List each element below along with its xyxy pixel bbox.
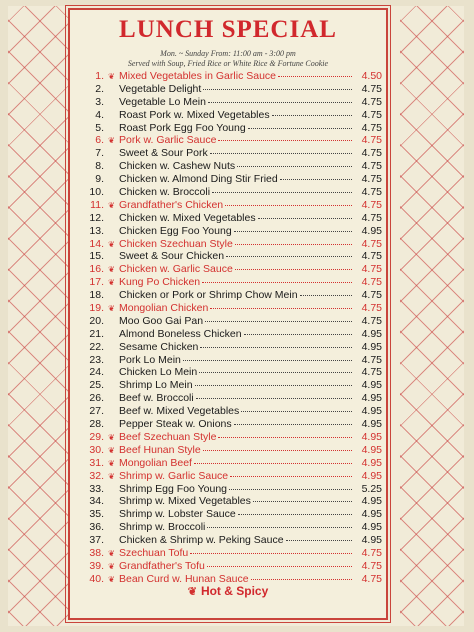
menu-item-price: 4.75 [361,353,382,366]
menu-item-number: 5. [95,121,104,134]
menu-item-number: 25. [89,379,104,392]
menu-item-number: 39. [89,559,104,572]
menu-item [82,315,382,328]
menu-item [82,366,382,379]
menu-item-price: 4.95 [361,327,382,340]
menu-item-price: 4.75 [361,276,382,289]
menu-item-price: 4.95 [361,443,382,456]
dot-leader [183,360,352,361]
menu-item-name: Pork Lo Mein [119,353,181,366]
dot-leader [234,424,352,425]
chili-pepper-icon: ❦ [108,136,115,146]
menu-item-number: 34. [89,495,104,508]
menu-item [82,263,382,276]
menu-item-name: Roast Pork Egg Foo Young [119,121,246,134]
menu-item [82,457,382,470]
menu-item-name: Moo Goo Gai Pan [119,314,204,327]
menu-item-number: 26. [89,392,104,405]
menu-item-number: 6. [95,134,104,147]
menu-item-price: 5.25 [361,482,382,495]
menu-item-price: 4.95 [361,456,382,469]
menu-item-price: 4.95 [361,495,382,508]
menu-item [82,328,382,341]
menu-item-price: 4.75 [361,134,382,147]
menu-item-number: 31. [89,456,104,469]
menu-panel [68,8,388,620]
menu-item-number: 33. [89,482,104,495]
dot-leader [203,89,352,90]
menu-item [82,225,382,238]
left-lattice-border [8,6,72,626]
menu-item-number: 1. [95,70,104,82]
menu-item-name: Grandfather's Chicken [119,198,224,211]
menu-item [82,122,382,135]
dot-leader [194,463,352,464]
menu-item-name: Chicken w. Mixed Vegetables [119,211,256,224]
menu-item-number: 3. [95,95,104,108]
dot-leader [237,166,352,167]
menu-item-price: 4.75 [361,147,382,160]
menu-item [82,405,382,418]
menu-item-name: Shrimp w. Broccoli [119,521,206,534]
menu-item [82,147,382,160]
menu-item [82,160,382,173]
dot-leader [218,437,352,438]
menu-item-name: Beef Szechuan Style [119,430,217,443]
menu-item-price: 4.95 [361,405,382,418]
dot-leader [235,244,352,245]
dot-leader [195,385,352,386]
menu-item-number: 30. [89,443,104,456]
menu-item-number: 38. [89,546,104,559]
menu-item-name: Mongolian Chicken [119,302,209,315]
menu-item-name: Beef w. Broccoli [119,392,194,405]
menu-item [82,186,382,199]
menu-item-number: 12. [89,211,104,224]
chili-pepper-icon: ❦ [108,239,115,249]
dot-leader [280,179,352,180]
chili-pepper-icon: ❦ [108,471,115,481]
chili-pepper-icon: ❦ [108,561,115,571]
menu-item-number: 29. [89,430,104,443]
menu-item-name: Bean Curd w. Hunan Sauce [119,572,249,585]
menu-item [82,495,382,508]
menu-served-with: Served with Soup, Fried Rice or White Rice & Fortune Cookie [127,59,329,68]
menu-item [82,534,382,547]
menu-item-name: Vegetable Delight [119,82,202,95]
dot-leader [278,76,352,77]
menu-item-price: 4.75 [361,82,382,95]
dot-leader [190,553,352,554]
menu-item-name: Grandfather's Tofu [119,559,205,572]
menu-item-name: Chicken Egg Foo Young [119,224,232,237]
chili-pepper-icon: ❦ [108,200,115,210]
menu-item-list [82,70,382,586]
menu-item [82,483,382,496]
dot-leader [199,372,352,373]
menu-item-number: 35. [89,508,104,521]
menu-item [82,173,382,186]
menu-item-name: Sweet & Sour Chicken [119,250,225,263]
dot-leader [248,128,352,129]
menu-item [82,109,382,122]
chili-pepper-icon: ❦ [108,432,115,442]
chili-pepper-icon: ❦ [108,278,115,288]
right-lattice-border [400,6,464,626]
menu-item-price: 4.75 [361,546,382,559]
dot-leader [196,398,352,399]
menu-item [82,134,382,147]
dot-leader [258,218,352,219]
menu-item-price: 4.95 [361,392,382,405]
menu-item-number: 16. [89,263,104,276]
dot-leader [210,308,352,309]
menu-item-number: 19. [89,302,104,315]
menu-item-price: 4.95 [361,418,382,431]
menu-item-number: 36. [89,521,104,534]
menu-item-price: 4.95 [361,430,382,443]
dot-leader [207,566,352,567]
menu-item-name: Shrimp Egg Foo Young [119,482,227,495]
menu-item [82,212,382,225]
menu-item-price: 4.75 [361,95,382,108]
menu-title: LUNCH SPECIAL [119,16,337,43]
menu-item-number: 11. [90,198,104,211]
dot-leader [207,527,352,528]
menu-item-price: 4.75 [361,250,382,263]
menu-item-number: 21. [89,327,104,340]
menu-item-name: Chicken or Pork or Shrimp Chow Mein [119,289,298,302]
menu-item-name: Shrimp w. Mixed Vegetables [119,495,251,508]
dot-leader [226,256,352,257]
dot-leader [200,347,352,348]
menu-item-number: 28. [89,418,104,431]
menu-item-price: 4.95 [361,340,382,353]
menu-item-name: Szechuan Tofu [119,546,189,559]
menu-item-price: 4.75 [361,121,382,134]
menu-item-price: 4.75 [361,108,382,121]
menu-item-name: Pork w. Garlic Sauce [119,134,217,147]
menu-item-price: 4.75 [361,263,382,276]
dot-leader [210,153,352,154]
menu-item-price: 4.75 [361,302,382,315]
menu-item-number: 13. [89,224,104,237]
menu-item-price: 4.75 [361,186,382,199]
menu-item-number: 2. [95,82,104,95]
dot-leader [234,231,352,232]
chili-pepper-icon: ❦ [187,586,197,598]
menu-item-price: 4.75 [361,173,382,186]
dot-leader [202,282,352,283]
menu-item-number: 23. [89,353,104,366]
menu-item-price: 4.95 [361,224,382,237]
dot-leader [235,269,352,270]
dot-leader [251,579,352,580]
menu-item-number: 9. [95,173,104,186]
menu-item [82,276,382,289]
menu-item-price: 4.75 [361,559,382,572]
dot-leader [241,411,352,412]
menu-item-name: Mongolian Beef [119,456,192,469]
menu-item [82,354,382,367]
menu-item-price: 4.95 [361,508,382,521]
menu-item-price: 4.75 [361,198,382,211]
menu-item [82,444,382,457]
menu-item-name: Chicken & Shrimp w. Peking Sauce [119,534,284,547]
dot-leader [253,501,352,502]
menu-item-price: 4.75 [361,237,382,250]
dot-leader [229,489,352,490]
menu-item-name: Chicken w. Almond Ding Stir Fried [119,173,278,186]
menu-item-number: 24. [89,366,104,379]
menu-item-number: 37. [89,534,104,547]
chili-pepper-icon: ❦ [108,445,115,455]
menu-item-name: Chicken w. Broccoli [119,186,211,199]
menu-item [82,547,382,560]
menu-item [82,289,382,302]
menu-item [82,238,382,251]
menu-item [82,70,382,83]
menu-hours: Mon. ~ Sunday From: 11:00 am - 3:00 pm [160,49,296,58]
dot-leader [272,115,352,116]
menu-item [82,83,382,96]
menu-item [82,431,382,444]
menu-item-name: Beef Hunan Style [119,443,201,456]
menu-item-name: Kung Po Chicken [119,276,201,289]
menu-item-number: 8. [95,160,104,173]
menu-item-number: 15. [89,250,104,263]
menu-item-name: Chicken Lo Mein [119,366,198,379]
menu-item-name: Shrimp w. Garlic Sauce [119,469,229,482]
menu-item [82,199,382,212]
menu-item-number: 40. [89,572,104,585]
dot-leader [300,295,352,296]
menu-item-number: 32. [89,469,104,482]
menu-item-number: 14. [89,237,104,250]
menu-item [82,250,382,263]
menu-item-price: 4.75 [361,289,382,302]
chili-pepper-icon: ❦ [108,574,115,584]
menu-item-number: 10. [89,186,104,199]
menu-item-name: Chicken Szechuan Style [119,237,233,250]
menu-item-price: 4.95 [361,379,382,392]
menu-item-price: 4.75 [361,211,382,224]
menu-item-name: Sesame Chicken [119,340,199,353]
dot-leader [244,334,352,335]
menu-item [82,521,382,534]
menu-item-price: 4.50 [361,70,382,82]
spicy-legend [70,584,386,598]
menu-item-number: 17. [89,276,104,289]
menu-item-number: 18. [89,289,104,302]
menu-page [8,6,464,626]
menu-item-name: Pepper Steak w. Onions [119,418,232,431]
menu-item-name: Shrimp Lo Mein [119,379,193,392]
menu-item-name: Roast Pork w. Mixed Vegetables [119,108,270,121]
chili-pepper-icon: ❦ [108,458,115,468]
menu-item-number: 7. [95,147,104,160]
chili-pepper-icon: ❦ [108,548,115,558]
menu-item-price: 4.75 [361,314,382,327]
dot-leader [230,476,352,477]
menu-item-name: Chicken w. Cashew Nuts [119,160,236,173]
menu-item-number: 4. [95,108,104,121]
menu-item-name: Shrimp w. Lobster Sauce [119,508,236,521]
dot-leader [203,450,352,451]
dot-leader [225,205,352,206]
menu-item-price: 4.95 [361,469,382,482]
dot-leader [238,514,352,515]
menu-item-name: Vegetable Lo Mein [119,95,206,108]
menu-item [82,508,382,521]
chili-pepper-icon: ❦ [108,265,115,275]
chili-pepper-icon: ❦ [108,304,115,314]
dot-leader [286,540,352,541]
menu-item-price: 4.75 [361,366,382,379]
menu-item-number: 27. [89,405,104,418]
dot-leader [208,102,352,103]
menu-item [82,302,382,315]
menu-item-price: 4.95 [361,534,382,547]
menu-item-name: Chicken w. Garlic Sauce [119,263,233,276]
menu-item-price: 4.75 [361,160,382,173]
menu-item-number: 20. [89,314,104,327]
menu-item [82,470,382,483]
menu-item [82,96,382,109]
menu-item [82,341,382,354]
menu-item-price: 4.75 [361,572,382,585]
dot-leader [218,140,352,141]
menu-item-name: Sweet & Sour Pork [119,147,208,160]
dot-leader [205,321,352,322]
menu-item-name: Almond Boneless Chicken [119,327,242,340]
menu-item-name: Beef w. Mixed Vegetables [119,405,240,418]
chili-pepper-icon: ❦ [108,72,115,81]
menu-item [82,560,382,573]
spicy-legend-label: Hot & Spicy [200,584,269,598]
menu-item-number: 22. [89,340,104,353]
menu-item-price: 4.95 [361,521,382,534]
menu-item [82,418,382,431]
dot-leader [212,192,352,193]
menu-item-name: Mixed Vegetables in Garlic Sauce [119,70,277,82]
menu-item [82,379,382,392]
menu-item [82,392,382,405]
